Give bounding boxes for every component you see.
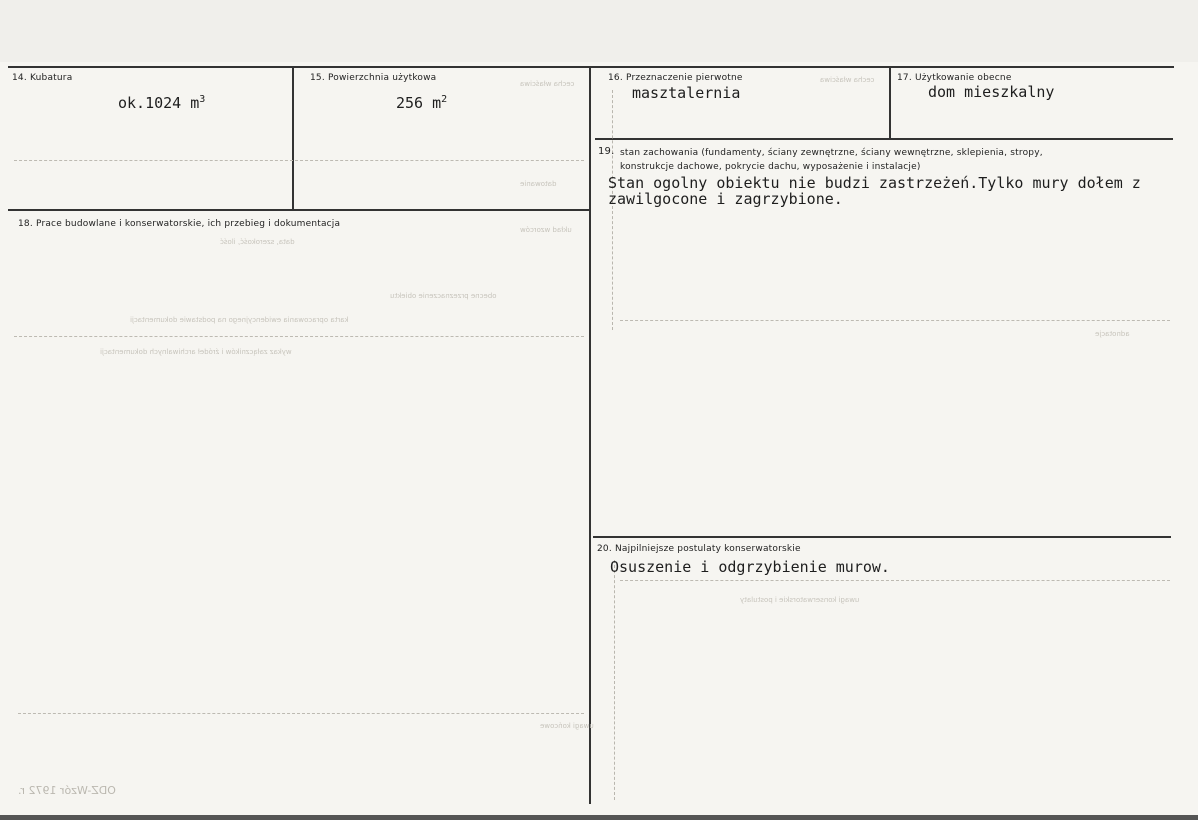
- field-18-label: 18. Prace budowlane i konserwatorskie, ich przebieg i dokumentacja: [18, 219, 341, 229]
- rule-above-20: [593, 536, 1171, 538]
- bleed-text: uwagi końcowe: [540, 722, 594, 730]
- field-14-exponent: 3: [199, 94, 206, 105]
- bleed-line: [620, 580, 1170, 582]
- field-20-value: Osuszenie i odgrzybienie murow.: [610, 558, 890, 576]
- form-template-stamp: ODZ-Wzór 1972 r.: [18, 784, 116, 797]
- bleed-text: układ wzorców: [520, 226, 572, 234]
- field-15-label: 15. Powierzchnia użytkowa: [310, 73, 437, 83]
- bleed-text: obecne przeznaczenie obiektu: [390, 292, 497, 300]
- bleed-text: wykaz załączników i źródeł archiwalnych dokumentacji: [100, 348, 292, 356]
- bleed-text: datowanie: [520, 180, 557, 188]
- field-20-label: 20. Najpilniejsze postulaty konserwatorskie: [597, 544, 801, 554]
- bleed-text: cecha właściwa: [820, 76, 875, 84]
- divider-16-17: [889, 66, 891, 138]
- field-19-number: 19.: [598, 146, 615, 157]
- bleed-text: adnotacje: [1095, 330, 1130, 338]
- center-divider: [589, 66, 591, 804]
- field-19-label-line1: stan zachowania (fundamenty, ściany zewnętrzne, ściany wewnętrzne, sklepienia, stropy,: [620, 148, 1043, 158]
- bleed-line: [620, 320, 1170, 322]
- bleed-text: uwagi konserwatorskie i postulaty: [740, 596, 860, 604]
- bleed-line: [14, 160, 584, 162]
- field-19-value-line2: zawilgocone i zagrzybione.: [608, 190, 843, 208]
- card-top-margin: [0, 0, 1198, 62]
- field-16-value: masztalernia: [632, 84, 741, 102]
- field-19-value-line1: Stan ogolny obiektu nie budzi zastrzeżeń.Tylko mury dołem z: [608, 174, 1141, 192]
- bleed-text: data, szerokość, ilość: [220, 238, 295, 246]
- bleed-text: karta opracowania ewidencyjnego na podstawie dokumentacji: [130, 316, 349, 324]
- bleed-line: [18, 713, 584, 715]
- field-19-label-line2: konstrukcje dachowe, pokrycie dachu, wyposażenie i instalacje): [620, 162, 921, 172]
- bleed-line: [612, 90, 614, 330]
- field-14-value: ok.1024 $m^3$: [118, 94, 206, 112]
- field-15-exponent: 2: [441, 94, 448, 105]
- field-16-label: 16. Przeznaczenie pierwotne: [608, 73, 743, 83]
- field-17-value: dom mieszkalny: [928, 83, 1055, 101]
- rule-below-16-17: [595, 138, 1173, 140]
- top-rule: [8, 66, 1174, 68]
- card-bottom-edge: [0, 815, 1198, 820]
- rule-below-14-15: [8, 209, 590, 211]
- divider-14-15: [292, 66, 294, 210]
- field-15-value: 256 $m^2$: [396, 94, 448, 112]
- bleed-text: cecha właściwa: [520, 80, 575, 88]
- bleed-line: [614, 560, 616, 800]
- bleed-line: [14, 336, 584, 338]
- field-14-label: 14. Kubatura: [12, 73, 73, 83]
- field-17-label: 17. Użytkowanie obecne: [897, 73, 1012, 83]
